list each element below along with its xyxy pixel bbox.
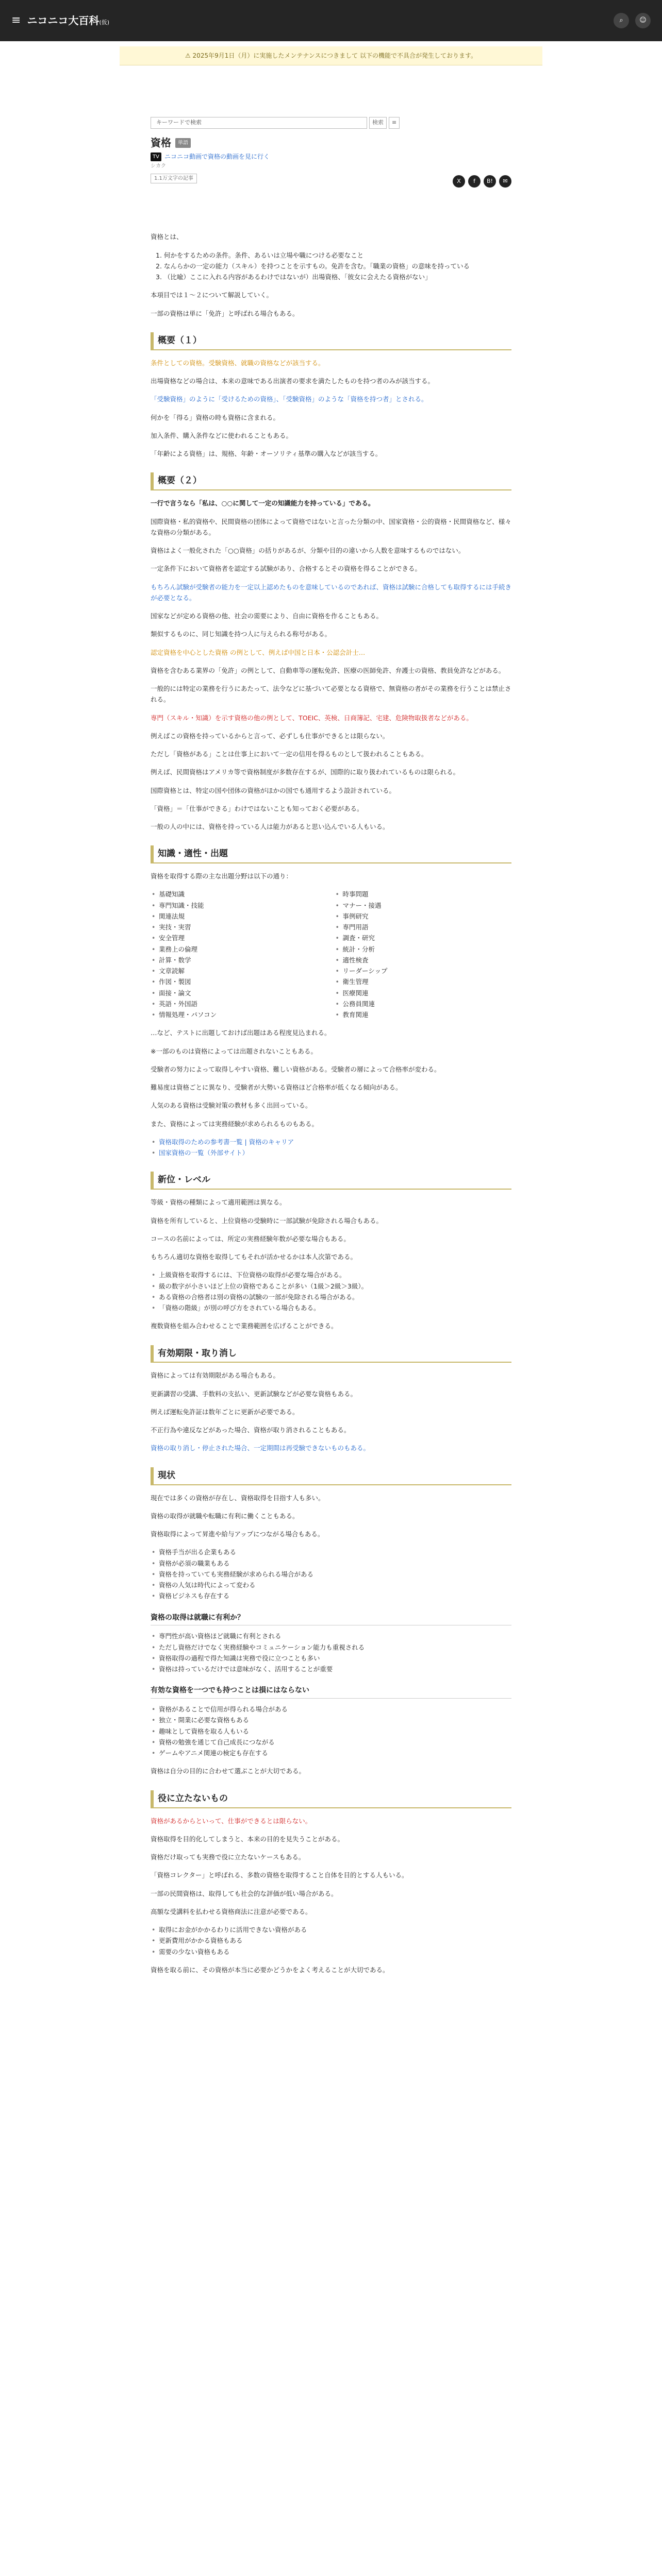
list-item: • 上級資格を取得するには、下位資格の取得が必要な場合がある。 [151,1269,511,1280]
intro-item: 2. なんらかの一定の能力（スキル）を持つことを示すもの。免許を含む。「職業の資格」の意味を持っている [156,262,470,270]
list-item: • 専門性が高い資格ほど就職に有利とされる [151,1631,511,1641]
subject-item: • 専門用語 [335,922,512,933]
search-button[interactable]: 検索 [369,117,387,129]
paragraph: 国家などが定める資格の他、社会の需要により、自由に資格を作ることもある。 [151,612,383,620]
subject-list [151,889,511,1020]
paragraph: 一部の民間資格は、取得しても社会的な評価が低い場合がある。 [151,1889,338,1897]
list-item: • 資格取得の過程で得た知識は実務で役に立つことも多い [151,1653,511,1664]
list-item: • 「資格の階級」が別の呼び方をされている場合もある。 [151,1302,511,1313]
paragraph: 「資格」＝「仕事ができる」わけではないことも知っておく必要がある。 [151,804,363,812]
paragraph: 資格取得を目的化してしまうと、本来の目的を見失うことがある。 [151,1835,344,1843]
useless-list [151,1924,511,1957]
paragraph: 資格だけ取っても実務で役に立たないケースもある。 [151,1853,305,1861]
current-list [151,1547,511,1601]
tv-icon: TV [151,152,161,161]
paragraph: もちろん適切な資格を取得してもそれが活かせるかは本人次第である。 [151,1253,357,1261]
hamburger-icon[interactable]: ≡ [11,14,21,27]
reading: シカク [151,163,166,170]
paragraph: ※一部のものは資格によっては出題されないこともある。 [151,1047,317,1055]
subject-item: • 安全管理 [151,933,328,943]
search-input[interactable]: キーワードで検索 [151,117,367,129]
paragraph: 「受験資格」のように「受けるための資格」、「受験資格」のような「資格を持つ者」とされる。 [151,395,428,403]
paragraph: 国際資格とは、特定の国や団体の資格がほかの国でも通用するよう設計されている。 [151,786,396,794]
paragraph: 高額な受講料を払わせる資格商法に注意が必要である。 [151,1907,312,1916]
intro-end: 本項目では１～２について解説していく。 [151,291,273,299]
paragraph: 専門（スキル・知識）を示す資格の他の例として、TOEIC、英検、日商簿記、宅建、危険物取扱者などがある。 [151,714,473,722]
intro-item: 3. （比喩）ここに入れる内容があるわけではないが）出場資格、「彼女に会えたる資格がない」 [156,273,432,281]
article-length: 1.1万文字の記事 [151,174,197,183]
paragraph: 例えば運転免許証は数年ごとに更新が必要である。 [151,1408,299,1416]
paragraph: 出場資格などの場合は、本来の意味である出演者の要求を満たしたものを持つ者のみが該当する。 [151,377,435,385]
paragraph: 資格があるからといって、仕事ができるとは限らない。 [151,1817,312,1825]
paragraph: 資格は自分の目的に合わせて選ぶことが大切である。 [151,1767,306,1775]
maintenance-notice[interactable]: ⚠ 2025年9月1日（月）に実施したメンテナンスにつきまして 以下の機能で不具合が発生しております。 [120,46,542,65]
paragraph: コースの名前によっては、所定の実務経験年数が必要な場合もある。 [151,1234,350,1243]
subject-item: • 医療関連 [335,988,512,998]
heading-level: 新位・レベル [151,1172,511,1190]
bold-lead: 一行で言うなら「私は、○○に関して一定の知識能力を持っている」である。 [151,499,375,507]
subject-item: • 文章読解 [151,965,328,976]
heading-useless: 役に立たないもの [151,1790,511,1808]
subject-item: • 業務上の倫理 [151,944,328,955]
x-share-icon[interactable]: X [453,175,465,188]
heading-knowledge: 知識・適性・出題 [151,845,511,863]
paragraph: 受験者の努力によって取得しやすい資格、難しい資格がある。受験者の層によって合格率が変わる。 [151,1065,441,1073]
list-item: • 資格を持っていても実務経験が求められる場合がある [151,1569,511,1580]
intro-item: 1. 何かをするための条件。条件、あるいは立場や職につける必要なこと [156,251,364,259]
paragraph: 資格の取得が就職や転職に有利に働くこともある。 [151,1512,299,1520]
level-list [151,1269,511,1313]
external-link[interactable]: • 国家資格の一覧（外部サイト） [151,1147,511,1158]
word-badge: 単語 [175,138,191,148]
paragraph: 一般的には特定の業務を行うにあたって、法令などに基づいて必要となる資格で、無資格の者がその業務を行うことは禁止される。 [151,685,511,704]
subject-item: • 実技・実習 [151,922,328,933]
subject-item: • 時事問題 [335,889,512,900]
paragraph: 例えばこの資格を持っているからと言って、必ずしも仕事ができるとは限らない。 [151,732,389,740]
list-item: • 資格ビジネスも存在する [151,1590,511,1601]
subject-item: • 計算・数学 [151,955,328,965]
paragraph: 難易度は資格ごとに異なり、受験者が大勢いる資格ほど合格率が低くなる傾向がある。 [151,1083,402,1092]
subject-item: • 専門知識・技能 [151,900,328,911]
paragraph: 一定条件下において資格者を認定する試験があり、合格するとその資格を得ることができる。 [151,565,422,573]
nico-video-link[interactable]: TV ニコニコ動画で資格の動画を見に行く [151,151,511,162]
intro-list [156,250,511,283]
list-item: • 更新費用がかかる資格もある [151,1935,511,1946]
subject-item: • 衛生管理 [335,976,512,987]
paragraph: 資格の取り消し・停止された場合、一定期間は再受験できないものもある。 [151,1444,370,1452]
subject-item: • 面接・論文 [151,988,328,998]
paragraph: また、資格によっては実務経験が求められるものもある。 [151,1120,319,1128]
paragraph: 認定資格を中心とした資格 の例として、例えば中国と日本・公認会計士… [151,648,366,656]
paragraph: もちろん試験が受験者の能力を一定以上認めたものを意味しているのであれば、資格は試験に合格しても取得するには手続きが必要となる。 [151,583,512,602]
facebook-share-icon[interactable]: f [468,175,481,188]
subject-item: • 教育関連 [335,1009,512,1020]
sub-list [151,1704,511,1758]
paragraph: ただし「資格がある」ことは仕事上において一定の信用を得るものとして扱われることもある。 [151,750,428,758]
subject-item: • 公務員関連 [335,998,512,1009]
paragraph: 一般の人の中には、資格を持っている人は能力があると思い込んでいる人もいる。 [151,823,389,831]
paragraph: 人気のある資格は受験対策の教材も多く出回っている。 [151,1101,312,1110]
sub-list [151,1631,511,1674]
paragraph: 複数資格を組み合わせることで業務範囲を広げることができる。 [151,1322,338,1330]
user-icon[interactable]: ☺ [635,13,651,28]
list-button[interactable]: ≡ [389,117,400,129]
paragraph: 現在では多くの資格が存在し、資格取得を目指す人も多い。 [151,1494,325,1502]
site-logo[interactable]: ニコニコ大百科(仮) [27,14,110,27]
subject-item: • リーダーシップ [335,965,512,976]
list-item: • 独立・開業に必要な資格もある [151,1715,511,1725]
article-body [151,231,511,1975]
page-title: 資格 単語 [151,134,511,151]
heading-overview-1: 概要（１） [151,332,511,350]
heading-overview-2: 概要（２） [151,472,511,490]
external-link[interactable]: • 資格取得のための参考書一覧 | 資格のキャリア [151,1137,511,1147]
search-bar [151,117,511,129]
paragraph: …など、テストに出題しておけば出題はある程度見込まれる。 [151,1029,331,1037]
paragraph: 資格はよく一般化された「○○資格」の括りがあるが、分類や目的の違いから人数を意味するものではない。 [151,547,465,554]
subject-item: • 関連法規 [151,911,328,922]
paragraph: 資格を取る前に、その資格が本当に必要かどうかをよく考えることが大切である。 [151,1965,389,1974]
subject-item: • マナー・接遇 [335,900,512,911]
subject-item: • 英語・外国語 [151,998,328,1009]
list-item: • ある資格の合格者は別の資格の試験の一部が免除される場合がある。 [151,1292,511,1302]
heading-expiry: 有効期限・取り消し [151,1345,511,1363]
intro-note: 一部の資格は単に「免許」と呼ばれる場合もある。 [151,309,299,317]
list-item: • 級の数字が小さいほど上位の資格であることが多い（1級＞2級＞3級）。 [151,1281,511,1292]
paragraph: 不正行為や違反などがあった場合、資格が取り消されることもある。 [151,1426,351,1434]
paragraph: 資格を含むある業界の「免許」の例として、自動車等の運転免許、医療の医師免許、弁護士の資格、教員免許などがある。 [151,666,505,674]
list-item: • ただし資格だけでなく実務経験やコミュニケーション能力も重視される [151,1642,511,1653]
paragraph: 「資格コレクター」と呼ばれる、多数の資格を取得すること自体を目的とする人もいる。 [151,1871,408,1879]
hatena-bookmark-icon[interactable]: B! [484,175,496,188]
paragraph: 資格取得によって昇進や給与アップにつながる場合もある。 [151,1530,324,1538]
subheading: 有効な資格を一つでも持つことは損にはならない [151,1685,511,1699]
list-item: • 取得にお金がかかるわりに活用できない資格がある [151,1924,511,1935]
mail-share-icon[interactable]: ✉ [499,175,511,188]
subject-item: • 調査・研究 [335,933,512,943]
subject-item: • 事例研究 [335,911,512,922]
paragraph: 国際資格・私的資格や、民間資格の団体によって資格ではないと言った分類の中、国家資格・公的資格・民間資格など、様々な資格の分類がある。 [151,517,511,536]
link-list [151,1137,511,1159]
paragraph: 類似するものに、同じ知識を持つ人に与えられる称号がある。 [151,630,332,638]
paragraph: 等級・資格の種類によって適用範囲は異なる。 [151,1198,286,1207]
list-item: • 需要の少ない資格もある [151,1946,511,1957]
list-item: • 趣味として資格を取る人もいる [151,1726,511,1737]
paragraph: 更新講習の受講、手数料の支払い、更新試験などが必要な資格もある。 [151,1389,357,1398]
list-item: • ゲームやアニメ関連の検定も存在する [151,1748,511,1758]
list-item: • 資格の勉強を通じて自己成長につながる [151,1737,511,1748]
top-navigation-bar [0,0,662,41]
search-icon[interactable]: ⌕ [614,13,629,28]
list-item: • 資格があることで信用が得られる場合がある [151,1704,511,1715]
subheading: 資格の取得は就職に有利か？ [151,1612,511,1626]
share-buttons [151,175,511,188]
paragraph: 例えば、民間資格はアメリカ等で資格制度が多数存在するが、国際的に取り扱われているものは限られる。 [151,768,460,776]
heading-current: 現状 [151,1467,511,1485]
list-item: • 資格が必須の職業もある [151,1558,511,1569]
subject-item: • 適性検査 [335,955,512,965]
list-item: • 資格は持っているだけでは意味がなく、活用することが重要 [151,1664,511,1674]
subject-item: • 情報処理・パソコン [151,1009,328,1020]
list-item: • 資格の人気は時代によって変わる [151,1580,511,1590]
subject-item: • 作図・製図 [151,976,328,987]
paragraph: 条件としての資格。受験資格、就職の資格などが該当する。 [151,359,325,367]
paragraph: 資格を取得する際の主な出題分野は以下の通り： [151,872,293,880]
subject-item: • 統計・分析 [335,944,512,955]
paragraph: 「年齢による資格」は、規格、年齢・オーソリティ基準の購入などが該当する。 [151,450,382,458]
paragraph: 資格を所有していると、上位資格の受験時に一部試験が免除される場合もある。 [151,1216,383,1225]
list-item: • 資格手当が出る企業もある [151,1547,511,1557]
paragraph: 加入条件、購入条件などに使われることもある。 [151,431,293,439]
paragraph: 資格によっては有効期限がある場合もある。 [151,1371,280,1380]
subject-item: • 基礎知識 [151,889,328,900]
intro-lead: 資格とは、 [151,233,183,241]
paragraph: 何かを「得る」資格の時も資格に含まれる。 [151,413,280,421]
